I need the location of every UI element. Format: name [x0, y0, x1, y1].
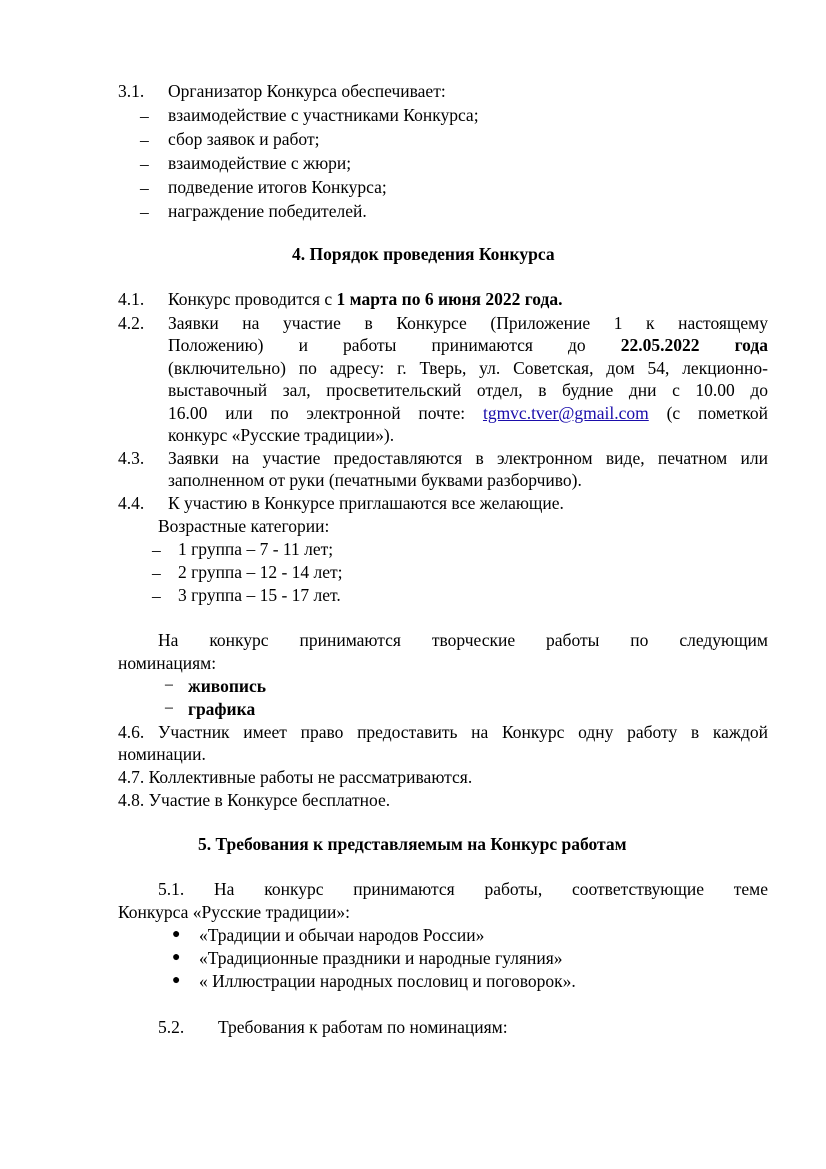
item-4-1-text [168, 289, 562, 309]
section-5-heading: 5. Требования к представляемым на Конкурс работам [198, 834, 627, 854]
item-5-2-text: Требования к работам по номинациям: [218, 1017, 508, 1037]
item-4-2-text: Положению) и работы принимаются до [168, 335, 621, 355]
bullet-icon: ● [172, 950, 181, 965]
age-group: 2 группа – 12 - 14 лет; [178, 562, 343, 582]
list-item: награждение победителей. [168, 201, 367, 221]
list-dash: – [152, 540, 161, 560]
list-dash: − [164, 675, 174, 695]
item-5-1-line-1: 5.1. На конкурс принимаются работы, соответствующие теме [158, 879, 768, 899]
item-4-4-text: К участию в Конкурсе приглашаются все желающие. [168, 493, 564, 513]
list-dash: – [140, 154, 149, 174]
list-dash: – [140, 178, 149, 198]
deadline-date: 22.05.2022 года [620, 335, 768, 355]
item-4-2-email-suffix: (с пометкой [648, 403, 768, 423]
theme-item: «Традиции и обычаи народов России» [199, 925, 485, 945]
age-group: 3 группа – 15 - 17 лет. [178, 585, 341, 605]
list-dash: – [152, 563, 161, 583]
nominations-line-1: На конкурс принимаются творческие работы по следующим [158, 630, 768, 650]
list-dash: − [164, 698, 174, 718]
bullet-icon: ● [172, 973, 181, 988]
age-group: 1 группа – 7 - 11 лет; [178, 539, 334, 559]
item-4-2-line-2 [168, 335, 768, 355]
nominations-line-2: номинациям: [118, 653, 217, 673]
item-4-2-line-6: конкурс «Русские традиции»). [168, 425, 395, 445]
item-4-2-line-3: (включительно) по адресу: г. Тверь, ул. Советская, дом 54, лекционно- [168, 358, 768, 378]
item-4-3-line-1: Заявки на участие предоставляются в электронном виде, печатном или [168, 448, 768, 468]
item-4-3-line-2: заполненном от руки (печатными буквами разборчиво). [168, 470, 582, 490]
theme-item: «Традиционные праздники и народные гуляния» [199, 948, 563, 968]
item-4-7-text: 4.7. Коллективные работы не рассматриваются. [118, 767, 473, 787]
item-number-5-2: 5.2. [158, 1017, 185, 1037]
item-4-1-text-start: Конкурс проводится с [168, 289, 337, 309]
section-4-heading: 4. Порядок проведения Конкурса [292, 244, 555, 264]
bullet-icon: ● [172, 927, 181, 942]
item-4-6-line-2: номинации. [118, 744, 206, 764]
list-item: взаимодействие с участниками Конкурса; [168, 105, 479, 125]
item-4-2-line-5 [168, 403, 768, 423]
item-4-2-line-4: выставочный зал, просветительский отдел, в будние дни с 10.00 до [168, 380, 768, 400]
email-link[interactable]: tgmvc.tver@gmail.com [482, 403, 649, 423]
item-5-1-line-2: Конкурса «Русские традиции»: [118, 902, 350, 922]
list-item: подведение итогов Конкурса; [168, 177, 387, 197]
item-3-1-text: Организатор Конкурса обеспечивает: [168, 81, 446, 101]
item-number-4-2: 4.2. [118, 313, 145, 333]
list-dash: – [152, 586, 161, 606]
item-4-8-text: 4.8. Участие в Конкурсе бесплатное. [118, 790, 391, 810]
age-categories-title: Возрастные категории: [158, 516, 330, 536]
item-number-4-4: 4.4. [118, 493, 145, 513]
item-number-4-3: 4.3. [118, 448, 145, 468]
contest-dates: 1 марта по 6 июня 2022 года. [336, 289, 563, 309]
list-item: сбор заявок и работ; [168, 129, 320, 149]
theme-item: « Иллюстрации народных пословиц и поговорок». [199, 971, 576, 991]
list-dash: – [140, 106, 149, 126]
list-dash: – [140, 130, 149, 150]
item-number-4-1: 4.1. [118, 289, 145, 309]
item-4-6-line-1: 4.6. Участник имеет право предоставить на Конкурс одну работу в каждой [118, 722, 768, 742]
item-4-2-line-1: Заявки на участие в Конкурсе (Приложение 1 к настоящему [168, 313, 768, 333]
nomination-item: графика [188, 699, 256, 719]
nomination-item: живопись [188, 676, 267, 696]
item-number-3-1: 3.1. [118, 81, 145, 101]
list-item: взаимодействие с жюри; [168, 153, 352, 173]
item-4-2-email-prefix: 16.00 или по электронной почте: [168, 403, 483, 423]
list-dash: – [140, 202, 149, 222]
